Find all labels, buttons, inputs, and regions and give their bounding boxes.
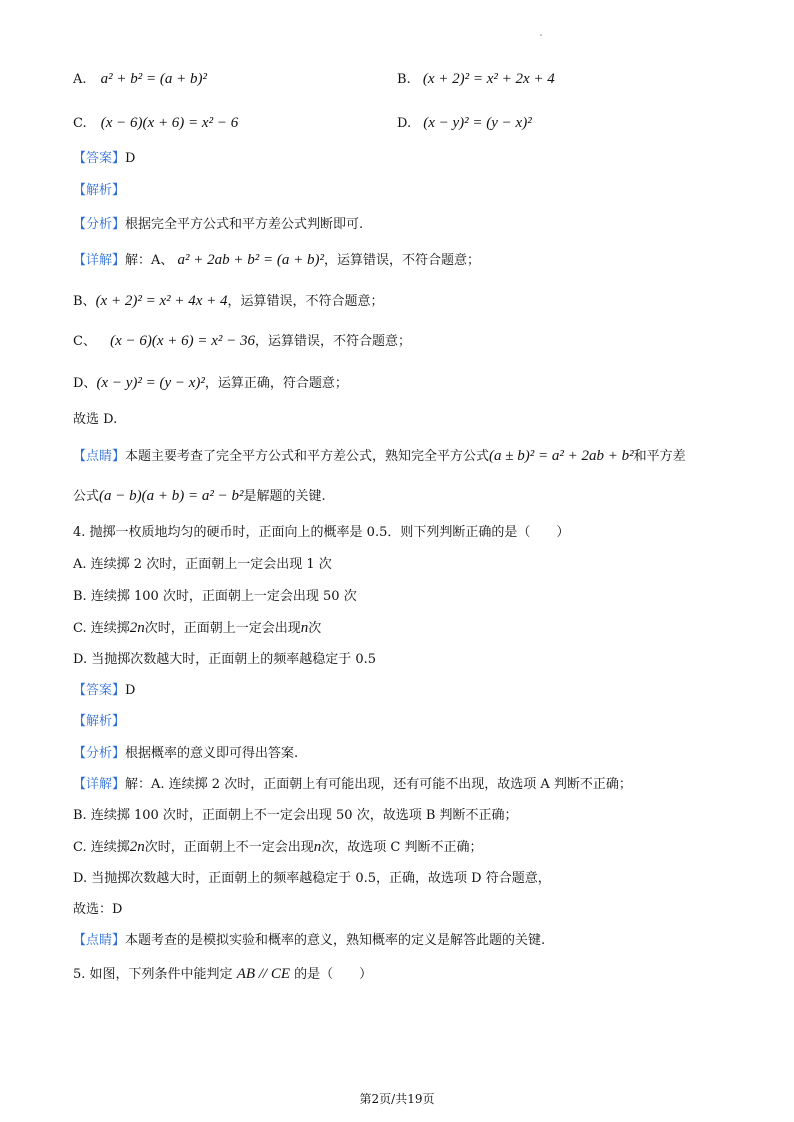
stem-formula: AB // CE	[236, 966, 291, 982]
q3-option-a	[73, 70, 207, 89]
q3-fenxi	[73, 216, 363, 234]
dianjing-text: 本题考查的是模拟实验和概率的意义，熟知概率的定义是解答此题的关键.	[125, 933, 546, 948]
detail-formula: (x + 2)² = x² + 4x + 4	[95, 293, 228, 309]
q3-detail-c	[73, 332, 411, 351]
q3-detail-d	[73, 374, 348, 393]
q4-detail-d: D. 当抛掷次数越大时，正面朝上的频率越稳定于 0.5，正确，故选项 D 符合题意，	[73, 871, 551, 886]
option-formula: a² + b² = (a + b)²	[100, 71, 208, 87]
answer-value: D	[125, 683, 136, 698]
dianjing-text: 和平方差	[633, 449, 686, 464]
q4-fenxi	[73, 745, 298, 763]
fenxi-tag: 【分析】	[73, 746, 126, 761]
stem-text: 的是（ ）	[294, 967, 373, 982]
q4-stem: 4. 抛掷一枚质地均匀的硬币时，正面向上的概率是 0.5．则下列判断正确的是（ ）	[73, 525, 570, 540]
q4-conclusion: 故选：D	[73, 902, 123, 917]
option-label: A.	[73, 72, 87, 87]
detail-text: 次，故选项 C 判断不正确；	[321, 840, 483, 855]
q4-option-d: D. 当抛掷次数越大时，正面朝上的频率越稳定于 0.5	[73, 652, 377, 667]
q4-option-a: A. 连续掷 2 次时，正面朝上一定会出现 1 次	[73, 557, 332, 572]
option-formula: 2n	[129, 620, 145, 636]
q4-detail-b: B. 连续掷 100 次时，正面朝上不一定会出现 50 次，故选项 B 判断不正确；	[73, 808, 518, 823]
q3-option-d	[397, 114, 532, 133]
detail-suffix: ，运算错误，不符合题意；	[227, 294, 384, 309]
q3-option-c	[73, 114, 238, 133]
answer-tag: 【答案】	[73, 151, 126, 166]
q4-option-b: B. 连续掷 100 次时，正面朝上一定会出现 50 次	[73, 589, 357, 604]
scan-speck	[540, 34, 542, 36]
analysis-tag: 【解析】	[73, 714, 126, 729]
detail-suffix: ，运算错误，不符合题意；	[255, 334, 412, 349]
answer-tag: 【答案】	[73, 683, 126, 698]
q4-option-c	[73, 619, 321, 638]
option-formula: (x + 2)² = x² + 2x + 4	[422, 71, 555, 87]
detail-tag: 【详解】	[73, 253, 126, 268]
option-label: C.	[73, 116, 87, 131]
detail-formula: (x − y)² = (y − x)²	[96, 375, 205, 391]
dianjing-formula: (a − b)(a + b) = a² − b²	[99, 488, 244, 504]
stem-text: 5. 如图，下列条件中能判定	[73, 967, 233, 982]
dianjing-tag: 【点睛】	[73, 933, 126, 948]
q5-stem	[73, 965, 372, 984]
option-formula: (x − 6)(x + 6) = x² − 6	[100, 115, 239, 131]
option-text: 次	[308, 621, 322, 636]
q3-answer	[73, 150, 135, 168]
q4-detail-c	[73, 838, 482, 857]
detail-text: 次时，正面朝上不一定会出现	[144, 840, 314, 855]
option-formula: n	[300, 620, 309, 636]
option-text: C. 连续掷	[73, 621, 130, 636]
detail-text: 解：A. 连续掷 2 次时，正面朝上有可能出现，还有可能不出现，故选项 A 判断不正确；	[125, 777, 632, 792]
fenxi-text: 根据完全平方公式和平方差公式判断即可.	[125, 217, 364, 232]
q3-detail-a	[73, 251, 480, 270]
q3-dianjing-line1	[73, 447, 686, 466]
q4-analysis-heading	[73, 713, 125, 731]
detail-prefix: 解：A、	[125, 253, 174, 268]
dianjing-tag: 【点睛】	[73, 449, 126, 464]
detail-suffix: ，运算错误，不符合题意；	[324, 253, 481, 268]
option-formula: (x − y)² = (y − x)²	[423, 115, 532, 131]
detail-formula: (x − 6)(x + 6) = x² − 36	[110, 333, 256, 349]
detail-prefix: B、	[73, 294, 96, 309]
q3-analysis-heading	[73, 182, 125, 200]
q4-dianjing	[73, 932, 545, 950]
option-text: 次时，正面朝上一定会出现	[144, 621, 301, 636]
fenxi-text: 根据概率的意义即可得出答案.	[125, 746, 299, 761]
detail-prefix: C、	[73, 334, 96, 349]
q3-option-b	[397, 70, 555, 89]
option-label: B.	[397, 72, 411, 87]
dianjing-text: 公式	[73, 489, 100, 504]
q4-detail-a	[73, 776, 632, 794]
fenxi-tag: 【分析】	[73, 217, 126, 232]
answer-value: D	[125, 151, 136, 166]
detail-formula: a² + 2ab + b² = (a + b)²	[177, 252, 325, 268]
analysis-tag: 【解析】	[73, 183, 126, 198]
detail-formula: 2n	[129, 839, 145, 855]
q4-answer	[73, 682, 135, 700]
detail-prefix: D、	[73, 376, 97, 391]
q3-detail-b	[73, 292, 384, 311]
dianjing-formula: (a ± b)² = a² + 2ab + b²	[489, 448, 634, 464]
q3-dianjing-line2	[73, 487, 326, 506]
detail-text: C. 连续掷	[73, 840, 130, 855]
detail-formula: n	[313, 839, 322, 855]
q3-conclusion: 故选 D.	[73, 412, 118, 427]
detail-suffix: ，运算正确，符合题意；	[204, 376, 348, 391]
option-label: D.	[397, 116, 412, 131]
dianjing-text: 本题主要考查了完全平方公式和平方差公式，熟知完全平方公式	[125, 449, 490, 464]
page-footer: 第2页/共19页	[359, 1092, 435, 1106]
dianjing-text: 是解题的关键.	[243, 489, 326, 504]
detail-tag: 【详解】	[73, 777, 126, 792]
